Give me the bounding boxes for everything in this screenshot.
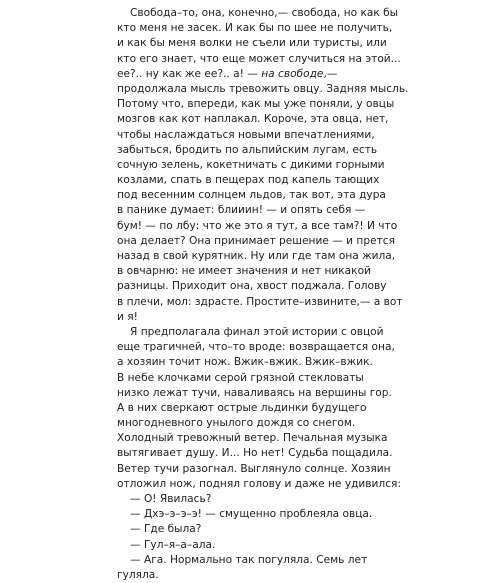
page-text-block <box>117 6 409 583</box>
text-line <box>117 128 401 143</box>
text-segment: кто его знает, что еще может случиться на этой... <box>117 52 401 65</box>
text-line <box>117 143 401 158</box>
text-line <box>117 522 401 537</box>
text-segment: и я! <box>117 310 138 323</box>
text-line <box>117 416 401 431</box>
text-line <box>117 386 401 401</box>
text-line <box>117 568 401 583</box>
text-line <box>117 249 401 264</box>
text-line <box>117 52 401 67</box>
text-segment: продолжала мысль тревожить овцу. Задняя мысль. <box>117 82 409 95</box>
text-line <box>117 6 401 21</box>
text-line <box>117 371 401 386</box>
text-segment: вытягивает душу. И... Но нет! Судьба пощадила. <box>117 447 393 460</box>
text-line <box>117 203 401 218</box>
text-segment: А в них сверкают острые льдинки будущего <box>117 401 367 414</box>
text-line <box>117 325 401 340</box>
text-segment: в панике думает: блииин! — и опять себя — <box>117 204 366 217</box>
text-line <box>117 36 401 51</box>
paragraph <box>117 325 401 492</box>
text-segment: гуляла. <box>117 568 159 581</box>
paragraph <box>117 507 401 522</box>
text-segment: козлами, спать в пещерах под капель тающих <box>117 174 380 187</box>
text-line <box>117 112 401 127</box>
text-segment: еще трагичней, что–то вроде: возвращается она, <box>117 341 395 354</box>
text-segment: — Ага. Нормально так погуляла. Семь лет <box>130 553 368 566</box>
text-segment: кто меня не засек. И как бы по шее не получить, <box>117 22 393 35</box>
text-line <box>117 67 401 82</box>
text-segment: а хозяин точит нож. Вжик–вжик. Вжик–вжик. <box>117 356 373 369</box>
text-segment: чтобы наслаждаться новыми впечатлениями, <box>117 128 375 141</box>
text-line <box>117 21 401 36</box>
text-segment: и как бы меня волки не съели или туристы, или <box>117 37 387 50</box>
text-segment: назад в свой курятник. Ну или где там она жила, <box>117 250 396 262</box>
text-segment: В небе клочками серой грязной стекловаты <box>117 371 364 384</box>
text-segment: ,— <box>323 67 338 80</box>
text-segment: — Гул–я–а–ала. <box>130 538 216 551</box>
text-line <box>117 219 401 234</box>
text-line <box>117 188 401 203</box>
text-segment: — Где была? <box>130 523 202 536</box>
paragraph <box>117 522 401 537</box>
text-line <box>117 158 401 173</box>
text-segment: Я предполагала финал этой истории с овцой <box>130 325 384 338</box>
text-line <box>117 446 401 461</box>
text-segment: под весенним солнцем льдов, так вот, эта дура <box>117 189 386 202</box>
text-segment: Ветер тучи разогнал. Выглянуло солнце. Хозяин <box>117 462 391 475</box>
text-line <box>117 401 401 416</box>
text-line <box>117 310 401 325</box>
text-line <box>117 264 401 279</box>
text-segment: Потому что, впереди, как мы уже поняли, у овцы <box>117 98 395 111</box>
text-line <box>117 355 401 370</box>
text-segment: мозгов как кот наплакал. Короче, эта овца, нет, <box>117 113 389 126</box>
text-segment: сочную зелень, кокетничать с дикими горными <box>117 158 385 171</box>
text-line <box>117 340 401 355</box>
italic-text: на свободе <box>261 67 324 80</box>
text-line <box>117 431 401 446</box>
text-line <box>117 507 401 522</box>
paragraph <box>117 538 401 553</box>
text-line <box>117 477 401 492</box>
text-segment: забыться, бродить по альпийским лугам, есть <box>117 143 378 156</box>
text-segment: в плечи, мол: здрасте. Простите–извините,— а вот <box>117 295 403 308</box>
paragraph <box>117 553 401 583</box>
text-line <box>117 538 401 553</box>
text-line <box>117 295 401 310</box>
paragraph <box>117 6 409 325</box>
text-line <box>117 462 401 477</box>
text-segment: она делает? Она принимает решение — и прется <box>117 234 395 247</box>
text-segment: — Дхэ–э–э–э! — смущенно проблеяла овца. <box>130 508 373 521</box>
text-segment: Холодный тревожный ветер. Печальная музыка <box>117 432 388 445</box>
text-segment: — О! Явилась? <box>130 493 212 505</box>
text-segment: низко лежат тучи, наваливаясь на вершины гор. <box>117 386 392 399</box>
text-line <box>117 234 401 249</box>
text-segment: разницы. Приходит она, хвост поджала. Голову <box>117 280 387 293</box>
text-segment: в овчарню: не имеет значения и нет никакой <box>117 265 371 278</box>
text-segment: бум! — по лбу: что же это я тут, а все там?! И что <box>117 219 398 232</box>
text-line <box>117 97 401 112</box>
text-line <box>117 553 401 568</box>
text-segment: ee?.. ну как же ее?.. а! — <box>117 67 262 80</box>
text-line <box>117 82 409 97</box>
text-segment: Свобода–то, она, конечно,— свобода, но как бы <box>130 7 399 19</box>
text-segment: многодневного унылого дождя со снегом. <box>117 417 356 430</box>
text-line <box>117 173 401 188</box>
text-line <box>117 279 401 294</box>
text-segment: отложил нож, поднял голову и даже не удивился: <box>117 477 401 490</box>
